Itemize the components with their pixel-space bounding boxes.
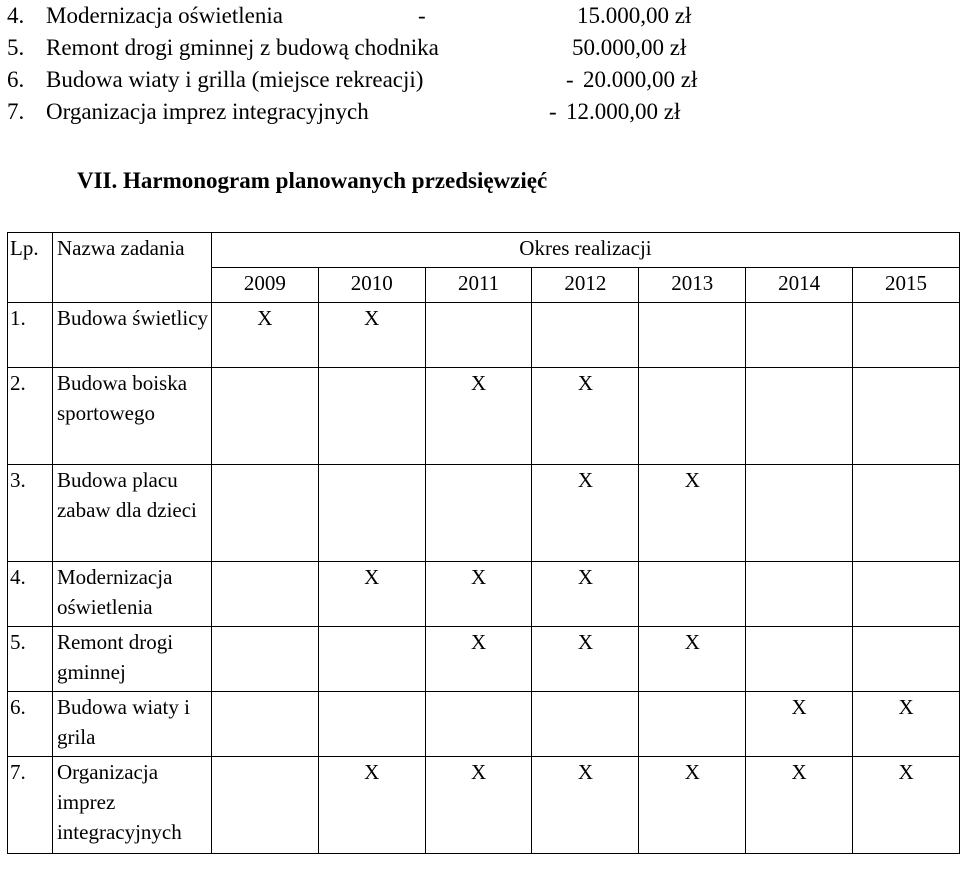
- item-number: 4.: [7, 3, 25, 28]
- header-period-label: Okres realizacji: [519, 236, 652, 260]
- item-dash: -: [566, 67, 574, 92]
- mark-cell: X: [532, 465, 639, 562]
- mark-cell: [746, 303, 853, 368]
- mark-cell: [639, 368, 746, 465]
- mark-cell: X: [532, 627, 639, 692]
- mark-cell: [639, 303, 746, 368]
- row-lp: 5.: [8, 627, 53, 692]
- mark-cell: [746, 627, 853, 692]
- mark-cell: [211, 692, 318, 757]
- row-lp: 4.: [8, 562, 53, 627]
- item-name: Organizacja imprez integracyjnych: [46, 99, 369, 124]
- mark-cell: [853, 465, 960, 562]
- mark-cell: X: [853, 757, 960, 854]
- mark-cell: X: [318, 303, 425, 368]
- mark-cell: [318, 627, 425, 692]
- mark-cell: X: [532, 757, 639, 854]
- mark-cell: X: [211, 303, 318, 368]
- item-number: 5.: [7, 35, 25, 60]
- item-name: Remont drogi gminnej z budową chodnika: [46, 35, 439, 60]
- row-name: Budowa boiska sportowego: [52, 368, 211, 465]
- mark-cell: X: [532, 562, 639, 627]
- list-item: [0, 32, 960, 64]
- row-name: Organizacja imprez integracyjnych: [52, 757, 211, 854]
- table-row: [8, 303, 960, 368]
- table-row: [8, 627, 960, 692]
- item-amount: 50.000,00 zł: [572, 35, 687, 60]
- mark-cell: X: [639, 465, 746, 562]
- mark-cell: X: [853, 692, 960, 757]
- header-period: [211, 233, 959, 268]
- list-item: [0, 96, 960, 128]
- row-name: Budowa placu zabaw dla dzieci: [52, 465, 211, 562]
- table-row: [8, 368, 960, 465]
- header-name-label: Nazwa zadania: [56, 236, 185, 260]
- item-dash: -: [418, 3, 426, 28]
- item-name: Budowa wiaty i grilla (miejsce rekreacji): [46, 67, 424, 92]
- row-lp: 3.: [8, 465, 53, 562]
- header-name: [52, 233, 211, 303]
- list-item: [0, 64, 960, 96]
- mark-cell: [211, 757, 318, 854]
- mark-cell: [211, 368, 318, 465]
- row-lp: 6.: [8, 692, 53, 757]
- row-lp: 7.: [8, 757, 53, 854]
- mark-cell: [211, 627, 318, 692]
- mark-cell: [746, 465, 853, 562]
- mark-cell: X: [639, 757, 746, 854]
- table-header-row: [8, 233, 960, 268]
- mark-cell: [746, 562, 853, 627]
- mark-cell: [318, 465, 425, 562]
- mark-cell: X: [318, 757, 425, 854]
- header-lp: [8, 233, 53, 303]
- list-item: [0, 0, 960, 32]
- row-name: Budowa świetlicy: [52, 303, 211, 368]
- table-row: [8, 562, 960, 627]
- mark-cell: [318, 368, 425, 465]
- year-header: 2014: [746, 268, 853, 303]
- row-name: Modernizacja oświetlenia: [52, 562, 211, 627]
- year-header: 2015: [853, 268, 960, 303]
- mark-cell: X: [746, 692, 853, 757]
- item-dash: -: [549, 99, 557, 124]
- section-heading: VII. Harmonogram planowanych przedsięwzięć: [77, 168, 548, 193]
- mark-cell: [425, 692, 532, 757]
- mark-cell: X: [425, 757, 532, 854]
- mark-cell: [318, 692, 425, 757]
- mark-cell: [853, 303, 960, 368]
- mark-cell: X: [639, 627, 746, 692]
- mark-cell: [532, 303, 639, 368]
- mark-cell: X: [425, 368, 532, 465]
- row-lp: 2.: [8, 368, 53, 465]
- item-amount: 20.000,00 zł: [583, 67, 698, 92]
- budget-list: [0, 0, 960, 128]
- mark-cell: [532, 692, 639, 757]
- mark-cell: X: [532, 368, 639, 465]
- mark-cell: [853, 368, 960, 465]
- year-header: 2013: [639, 268, 746, 303]
- year-header: 2012: [532, 268, 639, 303]
- table-row: [8, 465, 960, 562]
- schedule-table: [7, 232, 960, 854]
- row-lp: 1.: [8, 303, 53, 368]
- mark-cell: [425, 303, 532, 368]
- item-amount: 15.000,00 zł: [577, 3, 692, 28]
- item-amount: 12.000,00 zł: [566, 99, 681, 124]
- mark-cell: X: [746, 757, 853, 854]
- year-header: 2009: [211, 268, 318, 303]
- year-header: 2011: [425, 268, 532, 303]
- header-lp-label: Lp.: [10, 236, 39, 260]
- table-row: [8, 692, 960, 757]
- row-name: Remont drogi gminnej: [52, 627, 211, 692]
- mark-cell: X: [425, 627, 532, 692]
- item-number: 6.: [7, 67, 25, 92]
- item-name: Modernizacja oświetlenia: [46, 3, 283, 28]
- mark-cell: [639, 562, 746, 627]
- mark-cell: X: [425, 562, 532, 627]
- table-row: [8, 757, 960, 854]
- mark-cell: [746, 368, 853, 465]
- mark-cell: X: [318, 562, 425, 627]
- mark-cell: [853, 562, 960, 627]
- mark-cell: [853, 627, 960, 692]
- year-header: 2010: [318, 268, 425, 303]
- item-number: 7.: [7, 99, 25, 124]
- mark-cell: [639, 692, 746, 757]
- mark-cell: [425, 465, 532, 562]
- mark-cell: [211, 562, 318, 627]
- row-name: Budowa wiaty i grila: [52, 692, 211, 757]
- mark-cell: [211, 465, 318, 562]
